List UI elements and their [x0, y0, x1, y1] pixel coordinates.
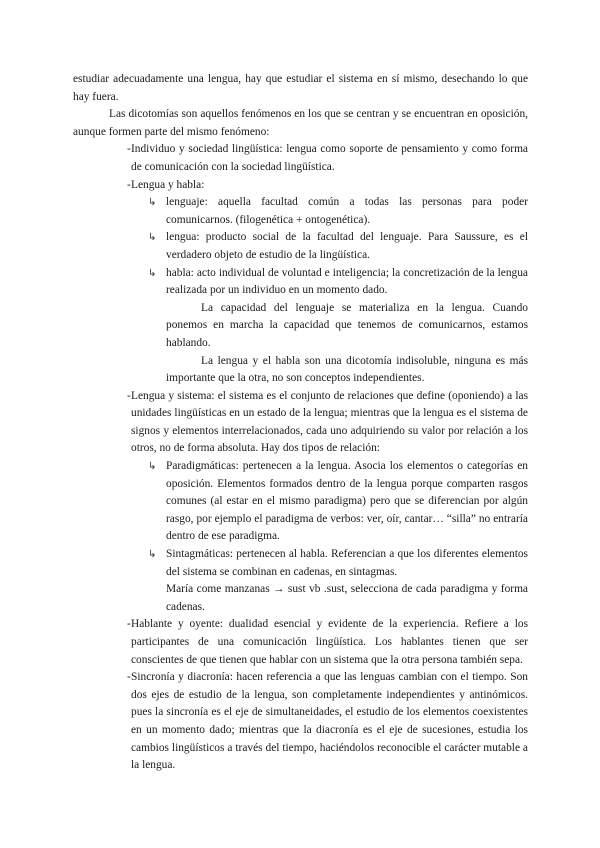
- sub-arrow-icon: ↳: [148, 267, 157, 279]
- sub-arrow-icon: ↳: [148, 461, 157, 473]
- bullet-dash: -: [127, 671, 131, 684]
- list-item-text: Lengua y sistema: el sistema es el conjunto de relaciones que define (oponiendo) a las unidades lingüísticas en un estado de la lengua; mientras que la lengua es el sistema de signos y elementos interrelacionados, cada uno adquiriendo su valor por relación a los otros, no de forma absoluta. Hay dos tipos de relación:: [131, 389, 528, 455]
- sub-paragraph-capacidad: La capacidad del lenguaje se materializa en la lengua. Cuando ponemos en marcha la capacidad que tenemos de comunicarnos, estamos hablando.: [166, 301, 528, 349]
- sub-item-lengua: [131, 229, 528, 264]
- dicotomias-intro-paragraph: Las dicotomías son aquellos fenómenos en los que se centran y se encuentran en oposición, aunque formen parte del mismo fenómeno:: [73, 108, 528, 138]
- sub-paragraph-dicotomia: La lengua y el habla son una dicotomía indisoluble, ninguna es más importante que la otra, no son conceptos independientes.: [166, 354, 528, 385]
- sub-arrow-icon: ↳: [148, 197, 157, 209]
- sub-item-text: lenguaje: aquella facultad común a todas las personas para poder comunicarnos. (filogenética + ontogenética).: [166, 196, 528, 226]
- list-item-text: Individuo y sociedad lingüística: lengua como soporte de pensamiento y como forma de comunicación con la sociedad lingüística.: [131, 143, 528, 173]
- list-item-lengua-sistema: [73, 388, 528, 617]
- sub-item-sintagmaticas: [131, 546, 528, 616]
- list-item-text: Sincronía y diacronía: hacen referencia a que las lenguas cambian con el tiempo. Son dos ejes de estudio de la lengua, son completamente independientes y antinómicos. pues la sincronía es el eje de simultaneidades, el estudio de los elementos coexistentes en un momento dado; mientras que la diacronía es el eje de sucesiones, estudia los cambios lingüísticos a través del tiempo, haciéndolos reconocible el carácter mutable a la lengua.: [131, 671, 528, 772]
- sub-arrow-icon: ↳: [148, 549, 157, 561]
- sub-item-text: lengua: producto social de la facultad del lenguaje. Para Saussure, es el verdadero objeto de estudio de la lingüística.: [166, 231, 528, 261]
- sub-item-habla: [131, 265, 528, 388]
- list-item-sincronia-diacronia: [73, 669, 528, 775]
- sub-arrow-icon: ↳: [148, 232, 157, 244]
- bullet-dash: -: [127, 143, 131, 156]
- sub-item-example: María come manzanas → sust vb .sust, selecciona de cada paradigma y forma cadenas.: [166, 583, 528, 613]
- bullet-dash: -: [127, 389, 131, 402]
- intro-paragraph: estudiar adecuadamente una lengua, hay que estudiar el sistema en sí mismo, desechando lo que hay fuera.: [73, 73, 528, 103]
- list-item-lengua-habla: [73, 177, 528, 388]
- sub-item-lenguaje: [131, 194, 528, 229]
- list-item-text: Hablante y oyente: dualidad esencial y evidente de la experiencia. Refiere a los participantes de una comunicación lingüística. Los hablantes tienen que ser conscientes de que tienen que hablar con un sistema que la otra persona también sepa.: [131, 618, 528, 666]
- sub-item-text: Paradigmáticas: pertenecen a la lengua. Asocia los elementos o categorías en oposición. Elementos formados dentro de la lengua porque comparten rasgos comunes (al estar en el mismo paradigma) pero que se diferencian por algún rasgo, por ejemplo el paradigma de verbos: ver, oír, cantar… “silla” no entraría dentro de ese paradigma.: [166, 460, 528, 543]
- bullet-dash: -: [127, 178, 131, 191]
- list-item-title: Lengua y habla:: [131, 178, 205, 191]
- document-text: [73, 71, 528, 775]
- sub-item-text: habla: acto individual de voluntad e inteligencia; la concretización de la lengua realizada por un individuo en un momento dado.: [166, 266, 528, 297]
- sub-item-text: Sintagmáticas: pertenecen al habla. Referencian a que los diferentes elementos del sistema se combinan en cadenas, en sintagmas.: [166, 548, 528, 578]
- sub-item-paradigmaticas: [131, 458, 528, 546]
- list-item-hablante-oyente: [73, 616, 528, 669]
- list-item-individuo-sociedad: [73, 141, 528, 176]
- bullet-dash: -: [127, 618, 131, 631]
